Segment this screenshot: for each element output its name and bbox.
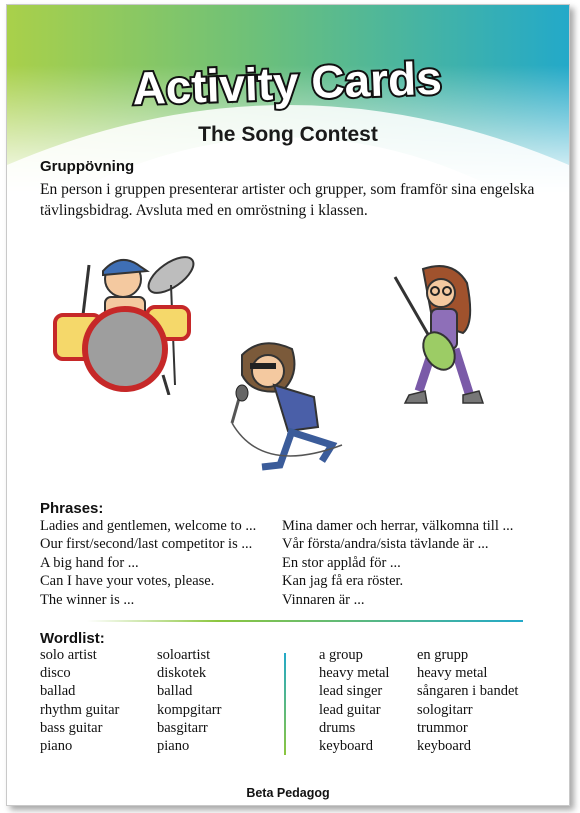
word-sv: basgitarr [157,719,208,736]
phrase-en: Our first/second/last competitor is ... [40,536,253,553]
word-sv: ballad [157,683,193,700]
word-en: lead guitar [319,701,381,718]
word-sv: soloartist [157,647,211,663]
page-title: Activity Cards [131,51,443,115]
wordlist-col2-sv [417,646,518,755]
word-en: bass guitar [40,719,103,736]
word-sv: heavy metal [417,665,488,682]
phrases-swedish [282,517,513,609]
subtitle: The Song Contest [198,123,378,146]
word-en: lead singer [319,683,383,700]
section-divider [87,620,523,622]
word-sv: kompgitarr [157,701,222,718]
word-sv: piano [157,737,190,754]
word-en: drums [319,719,356,736]
phrase-sv: En stor applåd för ... [282,554,401,571]
wordlist-col2-en [319,646,389,755]
word-sv: trummor [417,719,468,736]
phrases-english [40,517,256,609]
phrase-en: Can I have your votes, please. [40,573,215,590]
word-en: a group [319,647,363,663]
singer-illustration [222,335,372,485]
word-en: ballad [40,683,76,700]
word-sv: diskotek [157,665,207,682]
word-en: rhythm guitar [40,701,120,718]
word-en: heavy metal [319,665,390,682]
phrase-sv: Kan jag få era röster. [282,573,404,590]
word-en: piano [40,737,73,754]
title-logo [97,47,477,117]
drummer-illustration [43,245,203,395]
phrase-en: A big hand for ... [40,554,139,571]
phrase-sv: Vinnaren är ... [282,591,365,608]
activity-card [6,4,570,806]
word-en: disco [40,665,71,682]
wordlist-col1-en [40,646,119,755]
phrase-sv: Mina damer och herrar, välkomna till ... [282,518,514,534]
word-sv: sologitarr [417,701,473,718]
word-sv: keyboard [417,737,471,754]
intro-heading: Gruppövning [40,158,135,175]
publisher-footer: Beta Pedagog [246,786,330,800]
phrase-sv: Vår första/andra/sista tävlande är ... [282,536,489,553]
phrase-en: Ladies and gentlemen, welcome to ... [40,518,257,534]
intro-text: En person i gruppen presenterar artister och grupper, som framför sina engelska tävlingsbidrag. Avsluta med en omröstning i klassen. [40,181,535,219]
guitarist-illustration [383,263,503,413]
word-en: keyboard [319,737,373,754]
wordlist-heading: Wordlist: [40,630,105,647]
wordlist-col1-sv [157,646,221,755]
word-en: solo artist [40,647,97,663]
word-sv: en grupp [417,647,469,663]
phrase-en: The winner is ... [40,591,135,608]
phrases-heading: Phrases: [40,500,104,517]
word-sv: sångaren i bandet [417,683,519,700]
wordlist-divider [284,653,286,755]
